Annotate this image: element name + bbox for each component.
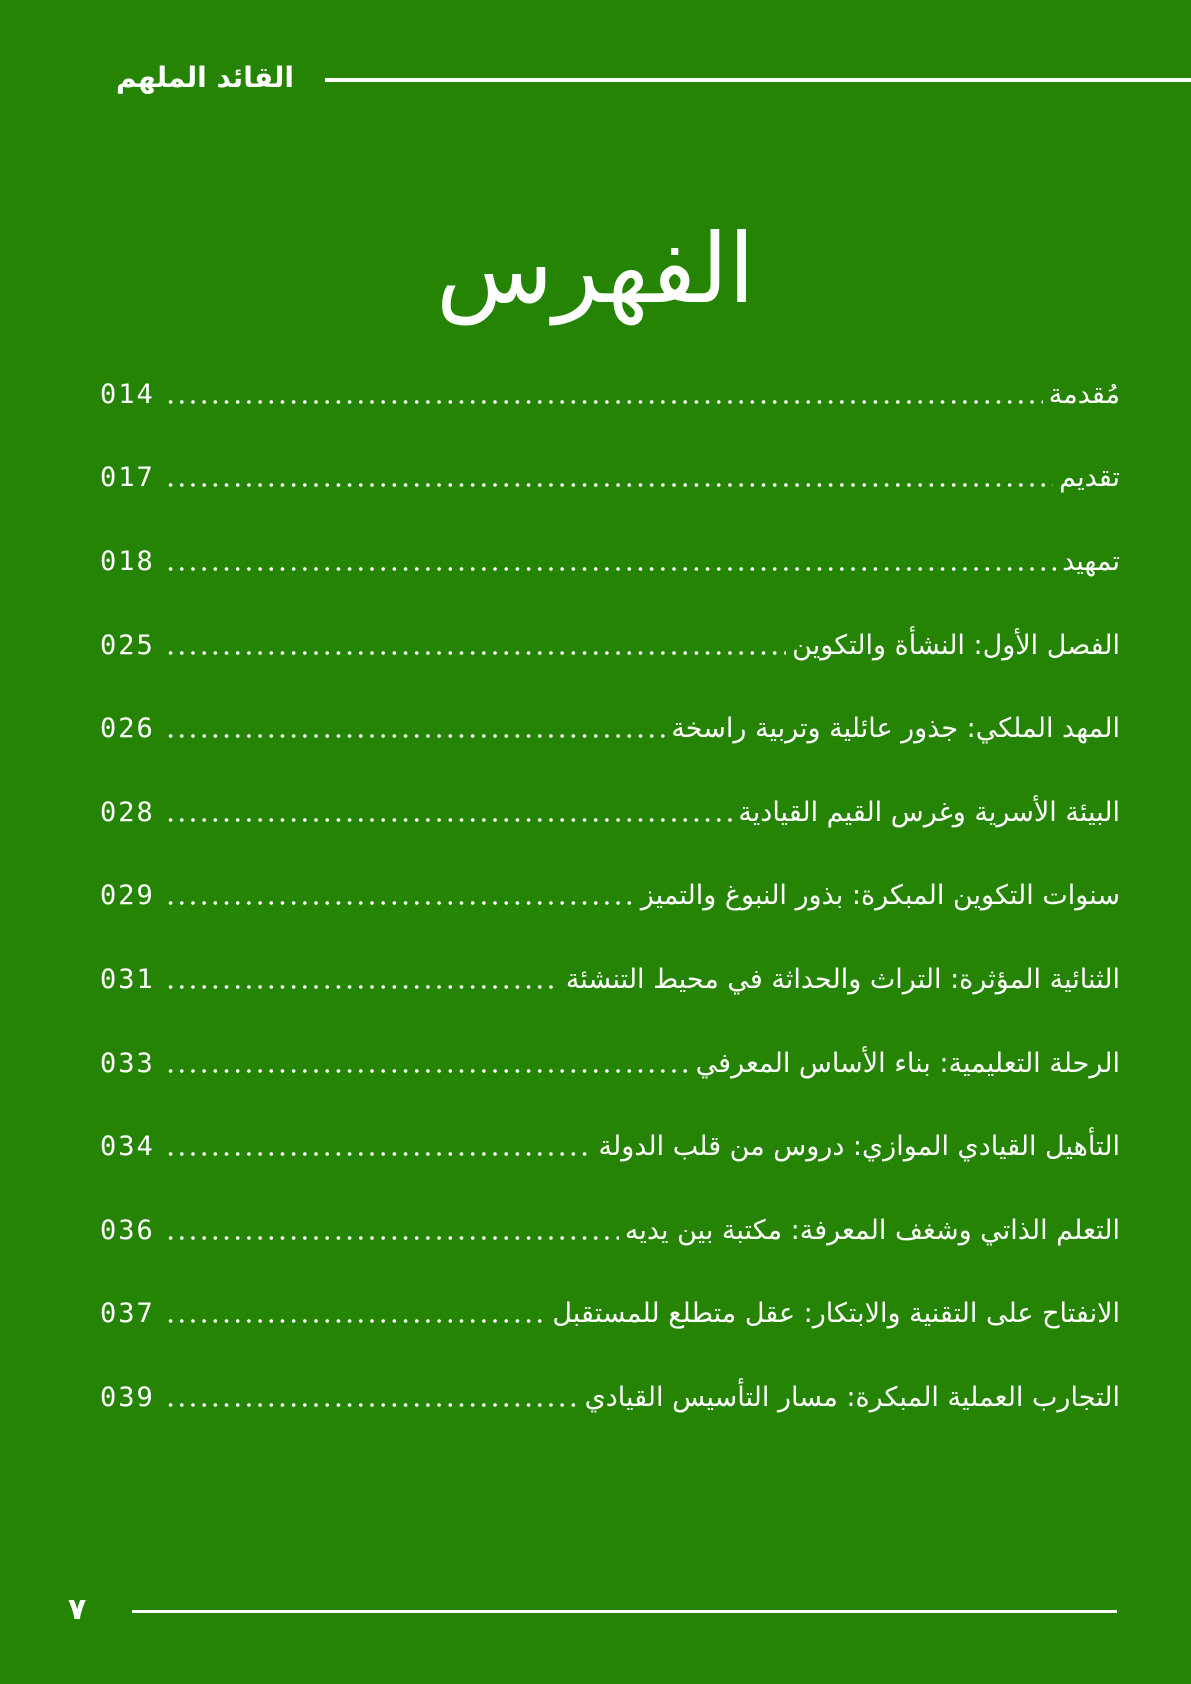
toc-entry[interactable] [100,938,1120,1022]
toc-page-number: 028 [100,796,155,828]
page-number: ٧ [68,1592,87,1627]
toc-entry[interactable] [100,604,1120,688]
dot-leader [165,1319,547,1323]
toc-entry[interactable] [100,1356,1120,1440]
toc-entry-title: مُقدمة [1048,378,1120,410]
toc-page-number: 034 [100,1131,155,1163]
dot-leader [165,818,733,822]
toc-entry[interactable] [100,687,1120,771]
toc-entry[interactable] [100,353,1120,437]
toc-entry-title: الثنائية المؤثرة: التراث والحداثة في محيط التنشئة [565,963,1120,995]
toc-entry[interactable] [100,771,1120,855]
toc-page-number: 025 [100,629,155,661]
top-divider [325,78,1191,82]
toc-entry-title: الرحلة التعليمية: بناء الأساس المعرفي [695,1047,1120,1079]
dot-leader [165,567,1056,571]
toc-entry[interactable] [100,1273,1120,1357]
dot-leader [165,734,666,738]
table-of-contents [100,353,1120,1440]
bottom-divider [132,1610,1117,1613]
dot-leader [165,1152,593,1156]
toc-entry[interactable] [100,855,1120,939]
toc-page-number: 017 [100,462,155,494]
toc-page-number: 036 [100,1214,155,1246]
toc-entry[interactable] [100,520,1120,604]
dot-leader [165,1236,619,1240]
toc-entry[interactable] [100,1189,1120,1273]
toc-entry-title: التأهيل القيادي الموازي: دروس من قلب الدولة [598,1131,1120,1163]
dot-leader [165,400,1043,404]
dot-leader [165,1069,690,1073]
toc-entry-title: التعلم الذاتي وشغف المعرفة: مكتبة بين يديه [624,1214,1120,1246]
toc-page-number: 029 [100,880,155,912]
toc-page-number: 026 [100,713,155,745]
page-title: الفهرس [436,213,755,326]
dot-leader [165,1403,579,1407]
toc-entry[interactable] [100,1105,1120,1189]
toc-entry-title: تمهيد [1062,545,1120,577]
dot-leader [165,483,1053,487]
toc-entry-title: الانفتاح على التقنية والابتكار: عقل متطلع للمستقبل [552,1298,1120,1330]
toc-entry[interactable] [100,437,1120,521]
toc-entry-title: تقديم [1059,462,1120,494]
toc-page-number: 039 [100,1381,155,1413]
toc-page-number: 037 [100,1298,155,1330]
toc-entry-title: التجارب العملية المبكرة: مسار التأسيس القيادي [584,1381,1120,1413]
toc-page-number: 018 [100,545,155,577]
toc-entry[interactable] [100,1022,1120,1106]
dot-leader [165,985,560,989]
toc-page-number: 033 [100,1047,155,1079]
toc-entry-title: سنوات التكوين المبكرة: بذور النبوغ والتميز [640,880,1120,912]
dot-leader [165,901,635,905]
toc-entry-title: البيئة الأسرية وغرس القيم القيادية [738,796,1120,828]
toc-page-number: 014 [100,378,155,410]
dot-leader [165,651,786,655]
toc-entry-title: الفصل الأول: النشأة والتكوين [792,629,1120,661]
running-head: القائد الملهم [116,61,294,94]
toc-page-number: 031 [100,963,155,995]
toc-entry-title: المهد الملكي: جذور عائلية وتربية راسخة [671,713,1120,745]
